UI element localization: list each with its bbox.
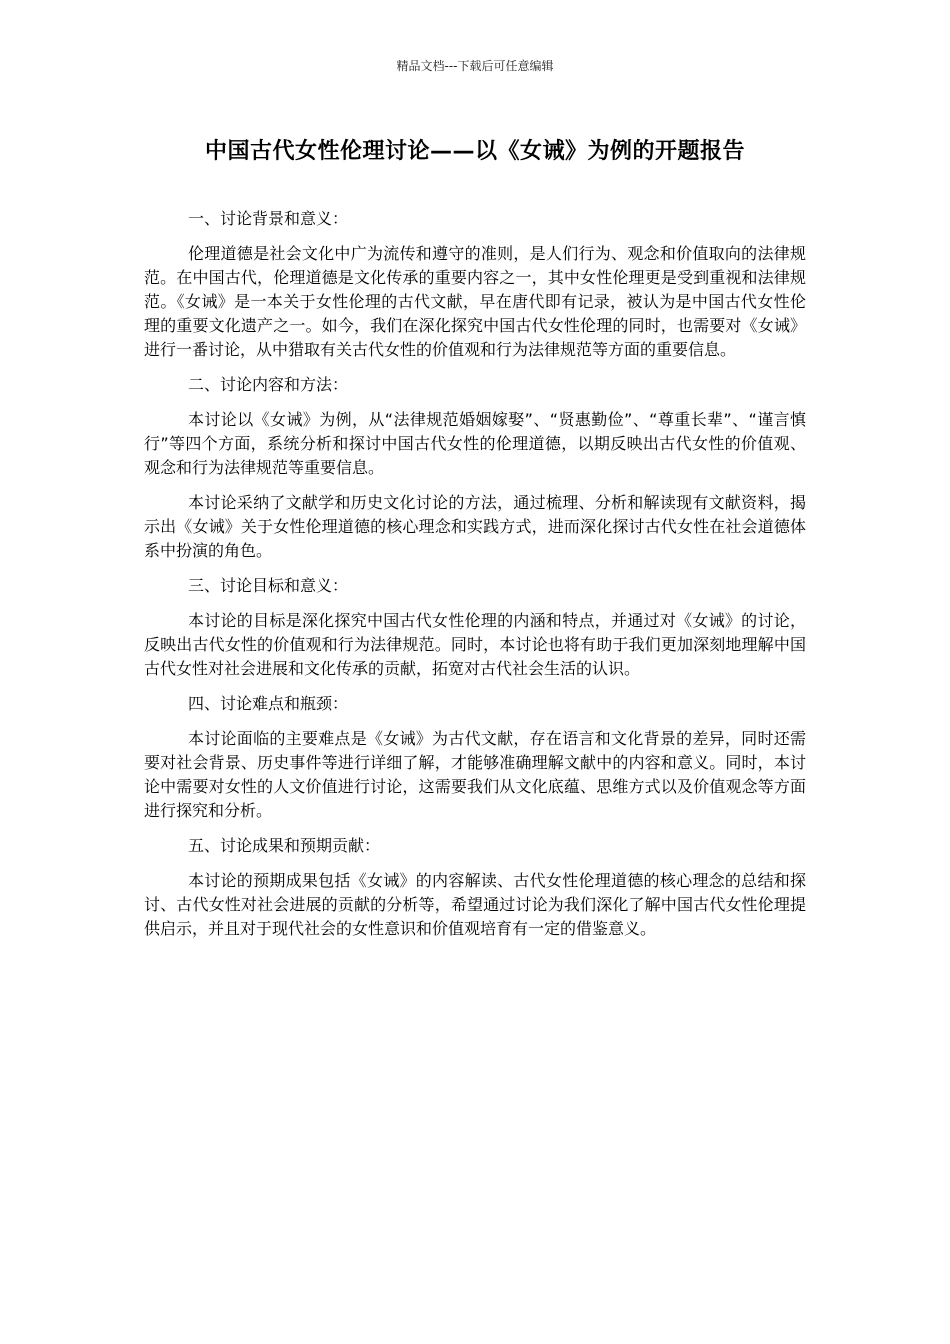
document-title: 中国古代女性伦理讨论——以《女诫》为例的开题报告 <box>204 139 745 164</box>
paragraph-goals: 本讨论的目标是深化探究中国古代女性伦理的内涵和特点，并通过对《女诫》的讨论，反映出古代女性的价值观和行为法律规范。同时，本讨论也将有助于我们更加深刻地理解中国古代女性对社会进展和文化传承的贡献，拓宽对古代社会生活的认识。 <box>144 611 806 678</box>
section-heading-goals: 三、讨论目标和意义： <box>188 576 349 595</box>
section-heading-outcomes: 五、讨论成果和预期贡献： <box>188 836 381 855</box>
paragraph-method: 本讨论采纳了文献学和历史文化讨论的方法，通过梳理、分析和解读现有文献资料，揭示出《女诫》关于女性伦理道德的核心理念和实践方式，进而深化探讨古代女性在社会道德体系中扮演的角色。 <box>144 493 806 560</box>
section-heading-difficulties: 四、讨论难点和瓶颈： <box>188 694 349 713</box>
section-heading-content-method: 二、讨论内容和方法： <box>188 375 349 394</box>
section-heading-background: 一、讨论背景和意义： <box>188 209 349 228</box>
paragraph-outcomes: 本讨论的预期成果包括《女诫》的内容解读、古代女性伦理道德的核心理念的总结和探讨、古代女性对社会进展的贡献的分析等，希望通过讨论为我们深化了解中国古代女性伦理提供启示，并且对于现代社会的女性意识和价值观培育有一定的借鉴意义。 <box>144 871 806 938</box>
paragraph-content: 本讨论以《女诫》为例，从“法律规范婚姻嫁娶”、“贤惠勤俭”、“尊重长辈”、“谨言慎行”等四个方面，系统分析和探讨中国古代女性的伦理道德，以期反映出古代女性的价值观、观念和行为法律规范等重要信息。 <box>144 410 806 477</box>
page-header: 精品文档---下载后可任意编辑 <box>396 59 554 73</box>
paragraph-background: 伦理道德是社会文化中广为流传和遵守的准则，是人们行为、观念和价值取向的法律规范。在中国古代，伦理道德是文化传承的重要内容之一，其中女性伦理更是受到重视和法律规范。《女诫》是一本关于女性伦理的古代文献，早在唐代即有记录，被认为是中国古代女性伦理的重要文化遗产之一。如今，我们在深化探究中国古代女性伦理的同时，也需要对《女诫》进行一番讨论，从中猎取有关古代女性的价值观和行为法律规范等方面的重要信息。 <box>144 244 806 359</box>
paragraph-difficulties: 本讨论面临的主要难点是《女诫》为古代文献，存在语言和文化背景的差异，同时还需要对社会背景、历史事件等进行详细了解，才能够准确理解文献中的内容和意义。同时，本讨论中需要对女性的人文价值进行讨论，这需要我们从文化底蕴、思维方式以及价值观念等方面进行探究和分析。 <box>144 729 806 820</box>
document-body <box>144 207 806 952</box>
